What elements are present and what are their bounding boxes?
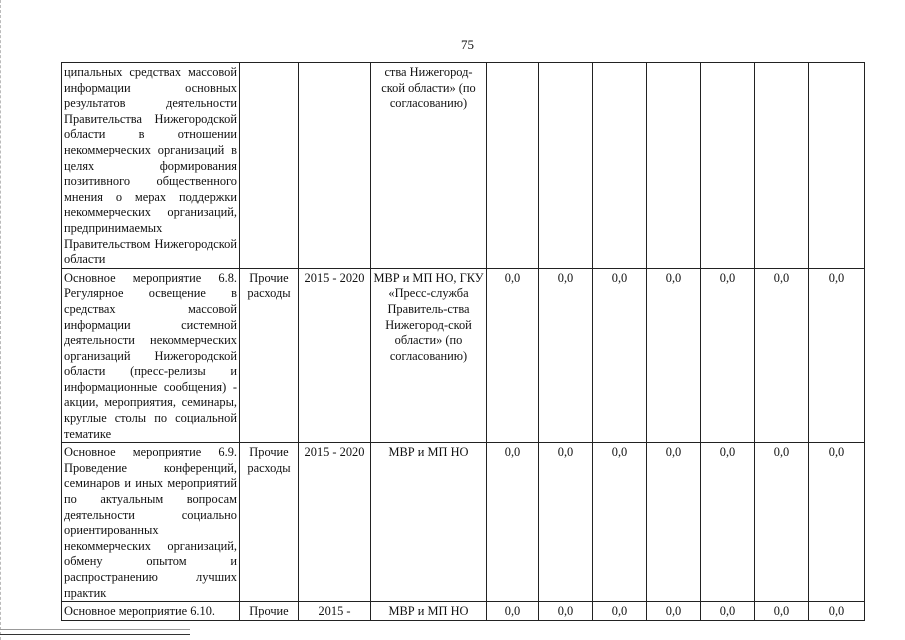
value-cell bbox=[593, 63, 647, 269]
table-row bbox=[62, 268, 865, 443]
value-cell bbox=[539, 63, 593, 269]
activity-name-cell: Основное мероприятие 6.9. Проведение конференций, семинаров и иных мероприятий по актуальным вопросам деятельности социально ориентированных некоммерческих организаций, обмену опытом и распространению лучших практик bbox=[62, 443, 240, 602]
value-cell: 0,0 bbox=[809, 268, 865, 443]
value-cell: 0,0 bbox=[539, 268, 593, 443]
scan-edge-line bbox=[0, 634, 190, 635]
activity-name-cell: Основное мероприятие 6.8. Регулярное освещение в средствах массовой информации системной деятельности некоммерческих организаций Нижегородской области (пресс-релизы и информационные сообщения) - акции, мероприятия, семинары, круглые столы по социальной тематике bbox=[62, 268, 240, 443]
value-cell: 0,0 bbox=[487, 443, 539, 602]
funding-source-cell: Прочие расходы bbox=[240, 443, 299, 602]
executor-cell: МВР и МП НО bbox=[371, 443, 487, 602]
value-cell: 0,0 bbox=[809, 602, 865, 621]
scan-edge-line bbox=[0, 0, 3, 640]
value-cell: 0,0 bbox=[593, 443, 647, 602]
value-cell: 0,0 bbox=[701, 443, 755, 602]
table-row bbox=[62, 443, 865, 602]
value-cell: 0,0 bbox=[539, 602, 593, 621]
executor-cell: МВР и МП НО, ГКУ «Пресс-служба Правитель-ства Нижегород-ской области» (по согласованию) bbox=[371, 268, 487, 443]
value-cell: 0,0 bbox=[593, 602, 647, 621]
activity-name-cell: ципальных средствах массовой информации основных результатов деятельности Правительства Нижегородской области в отношении некоммерческих организаций в целях формирования позитивного общественного мнения о мерах поддержки некоммерческих организаций, предпринимаемых Правительством Нижегородской области bbox=[62, 63, 240, 269]
funding-source-cell: Прочие bbox=[240, 602, 299, 621]
value-cell bbox=[809, 63, 865, 269]
funding-source-cell: Прочие расходы bbox=[240, 268, 299, 443]
value-cell bbox=[755, 63, 809, 269]
value-cell: 0,0 bbox=[593, 268, 647, 443]
value-cell: 0,0 bbox=[647, 268, 701, 443]
period-cell: 2015 - bbox=[299, 602, 371, 621]
period-cell bbox=[299, 63, 371, 269]
value-cell bbox=[647, 63, 701, 269]
page-number: 75 bbox=[461, 37, 474, 52]
value-cell: 0,0 bbox=[701, 602, 755, 621]
value-cell: 0,0 bbox=[487, 602, 539, 621]
executor-cell: МВР и МП НО bbox=[371, 602, 487, 621]
value-cell: 0,0 bbox=[755, 268, 809, 443]
scan-edge-line bbox=[0, 629, 190, 630]
table-row bbox=[62, 63, 865, 269]
funding-source-cell bbox=[240, 63, 299, 269]
executor-cell: ства Нижегород-ской области» (по согласованию) bbox=[371, 63, 487, 269]
period-cell: 2015 - 2020 bbox=[299, 268, 371, 443]
value-cell bbox=[487, 63, 539, 269]
value-cell bbox=[701, 63, 755, 269]
value-cell: 0,0 bbox=[809, 443, 865, 602]
value-cell: 0,0 bbox=[755, 443, 809, 602]
activity-name-cell: Основное мероприятие 6.10. bbox=[62, 602, 240, 621]
table-row bbox=[62, 602, 865, 621]
program-activities-table bbox=[61, 62, 865, 621]
value-cell: 0,0 bbox=[487, 268, 539, 443]
period-cell: 2015 - 2020 bbox=[299, 443, 371, 602]
value-cell: 0,0 bbox=[647, 602, 701, 621]
value-cell: 0,0 bbox=[539, 443, 593, 602]
value-cell: 0,0 bbox=[755, 602, 809, 621]
value-cell: 0,0 bbox=[647, 443, 701, 602]
value-cell: 0,0 bbox=[701, 268, 755, 443]
